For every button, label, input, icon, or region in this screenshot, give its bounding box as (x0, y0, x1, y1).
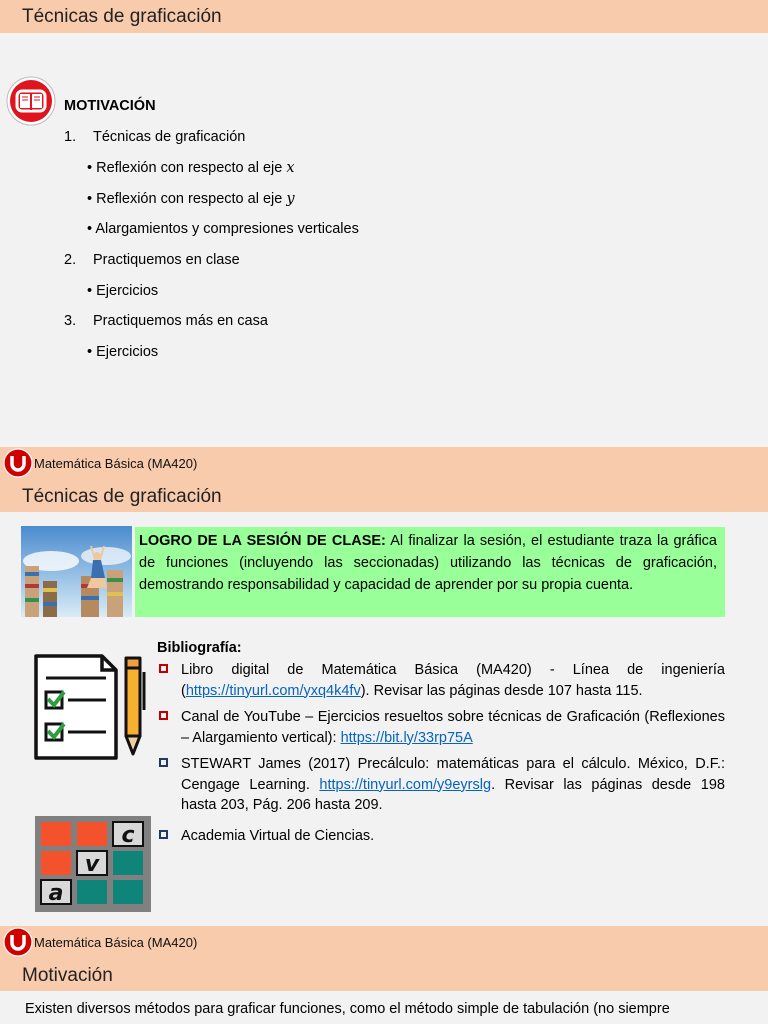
red-square-bullet-icon (159, 711, 168, 720)
agenda-subitem-reflect-x (87, 160, 295, 176)
session-goal-box (135, 527, 725, 617)
slide3-course-bar (0, 926, 768, 958)
books-illustration (21, 526, 132, 617)
slide3-title-bar (0, 958, 768, 991)
upc-logo-icon (3, 448, 33, 478)
agenda-subitem-reflect-y (87, 191, 295, 207)
item-text: Practiquemos más en casa (93, 313, 268, 329)
bullet: • (87, 191, 93, 207)
red-square-bullet-icon (159, 664, 168, 673)
math-variable: x (286, 160, 295, 176)
math-variable: y (286, 191, 295, 207)
item-text: Practiquemos en clase (93, 252, 240, 268)
item-text: Ejercicios (96, 344, 159, 360)
book-icon (6, 76, 56, 126)
item-text: Alargamientos y compresiones verticales (95, 221, 359, 237)
bib-text: Canal de YouTube – Ejercicios resueltos sobre técnicas de Graficación (Reflexiones – Alargamiento vertical): (181, 709, 725, 746)
agenda-item-2 (64, 252, 240, 268)
agenda-item-3 (64, 313, 268, 329)
item-number: 1. (64, 129, 77, 145)
item-text: Técnicas de graficación (93, 129, 246, 145)
item-number: 3. (64, 313, 77, 329)
slide3-title: Motivación (22, 965, 113, 986)
bib-link-stewart[interactable]: https://tinyurl.com/y9eyrslg (319, 776, 492, 793)
course-label: Matemática Básica (MA420) (34, 935, 198, 950)
cva-letter-c: c (121, 823, 135, 848)
bibliography-heading: Bibliografía: (157, 640, 242, 656)
upc-logo-icon (3, 927, 33, 957)
bib-link-book[interactable]: https://tinyurl.com/yxq4k4fv (185, 682, 361, 699)
bib-text: STEWART James (2017) Precálculo: matemáticas para el cálculo. México, D.F.: Cengage Learning. (181, 756, 725, 793)
goal-label: LOGRO DE LA SESIÓN DE CLASE: (139, 533, 386, 549)
item-text: Reflexión con respecto al eje (96, 160, 287, 176)
bullet: • (87, 283, 93, 299)
blue-square-bullet-icon (159, 758, 168, 767)
blue-square-bullet-icon (159, 830, 168, 839)
bib-item-academia (157, 826, 725, 853)
cva-logo (35, 816, 151, 912)
agenda-subitem-stretch (87, 221, 359, 237)
agenda-subitem-exercises-home (87, 344, 158, 360)
slide3-body-text: Existen diversos métodos para graficar funciones, como el método simple de tabulación (no siempre (25, 1001, 670, 1017)
bullet: • (87, 221, 93, 237)
item-number: 2. (64, 252, 77, 268)
slide2-title-bar (0, 479, 768, 512)
item-text: Ejercicios (96, 283, 159, 299)
bullet: • (87, 344, 93, 360)
goal-text: Al finalizar la sesión, el estudiante traza la gráfica de funciones (incluyendo las seccionadas) utilizando las técnicas de graficación, demostrando responsabilidad y capacidad de aprender por su propia cuenta. (139, 533, 717, 593)
bib-text: ). Revisar las páginas desde 107 hasta 115. (360, 682, 643, 699)
course-label: Matemática Básica (MA420) (34, 456, 198, 471)
bib-item-stewart (157, 754, 725, 816)
bib-row (157, 826, 725, 847)
bib-text: Libro digital de Matemática Básica (MA420) - Línea de ingeniería ( (181, 662, 725, 699)
bib-item-digital-book (157, 660, 725, 701)
slide2-course-bar (0, 447, 768, 479)
cva-letter-a: a (48, 881, 64, 906)
agenda-subitem-exercises (87, 283, 158, 299)
bibliography-list (157, 660, 725, 822)
bib-link-youtube[interactable]: https://bit.ly/33rp75A (340, 729, 473, 746)
agenda-item-1 (64, 129, 246, 145)
bib-text: . Revisar las páginas desde 198 hasta 203, Pág. 206 hasta 209. (181, 776, 725, 813)
cva-letter-v: v (84, 852, 100, 877)
slide1-title: Técnicas de graficación (22, 6, 222, 27)
checklist-icon (32, 650, 152, 765)
slide2-title: Técnicas de graficación (22, 486, 222, 507)
bullet: • (87, 160, 93, 176)
motivation-heading: MOTIVACIÓN (64, 98, 156, 114)
slide1-header (0, 0, 768, 33)
item-text: Reflexión con respecto al eje (96, 191, 287, 207)
bib-text: Academia Virtual de Ciencias. (181, 828, 375, 844)
bib-item-youtube (157, 707, 725, 748)
